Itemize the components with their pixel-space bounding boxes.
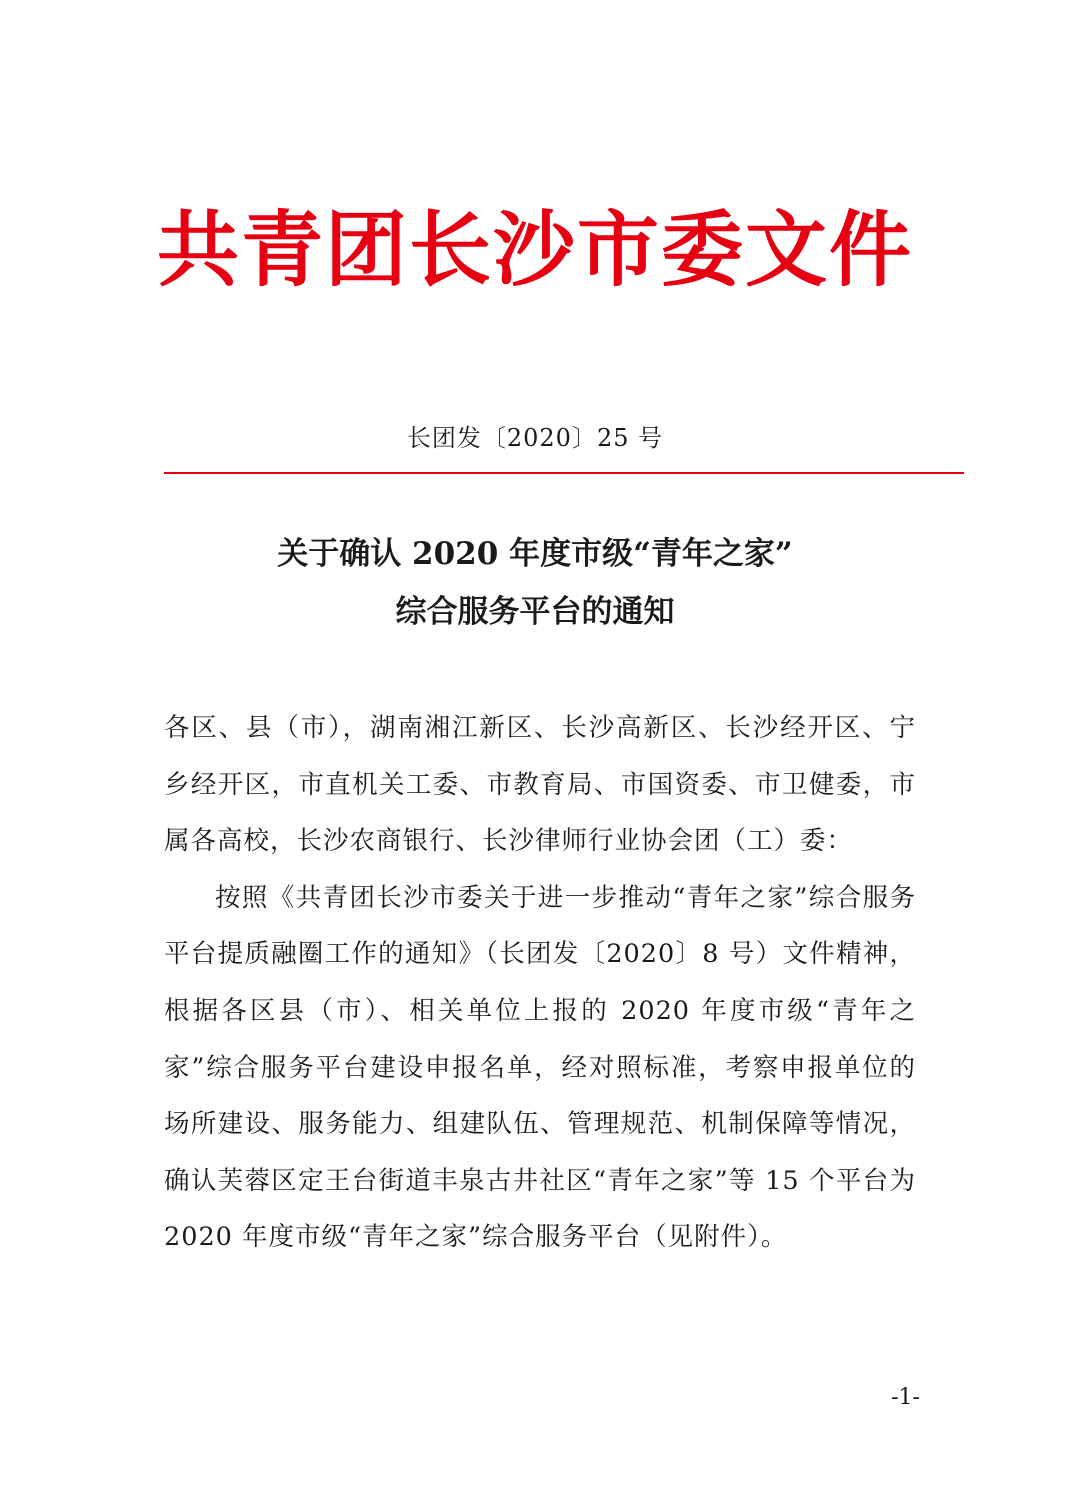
page-number: -1- xyxy=(891,1385,920,1410)
document-title-line-1: 关于确认 2020 年度市级“青年之家” xyxy=(277,536,793,572)
document-title xyxy=(0,525,1070,641)
document-number: 长团发〔2020〕25 号 xyxy=(406,424,664,452)
document-body xyxy=(164,700,916,1266)
document-title-line-2: 综合服务平台的通知 xyxy=(395,594,675,630)
masthead-title: 共青团长沙市委文件 xyxy=(156,202,913,298)
addressees-paragraph: 各区、县（市），湖南湘江新区、长沙高新区、长沙经开区、宁乡经开区，市直机关工委、市教育局、市国资委、市卫健委，市属各高校，长沙农商银行、长沙律师行业协会团（工）委： xyxy=(164,713,916,857)
body-paragraph: 按照《共青团长沙市委关于进一步推动“青年之家”综合服务平台提质融圈工作的通知》（长团发〔2020〕8 号）文件精神，根据各区县（市）、相关单位上报的 2020 年度市级“青年之家”综合服务平台建设申报名单，经对照标准，考察申报单位的场所建设、服务能力、组建队伍、管理规范、机制保障等情况，确认芙蓉区定王台街道丰泉古井社区“青年之家”等 15 个平台为 2020 年度市级“青年之家”综合服务平台（见附件）。 xyxy=(164,882,916,1253)
red-divider-rule xyxy=(164,472,964,474)
